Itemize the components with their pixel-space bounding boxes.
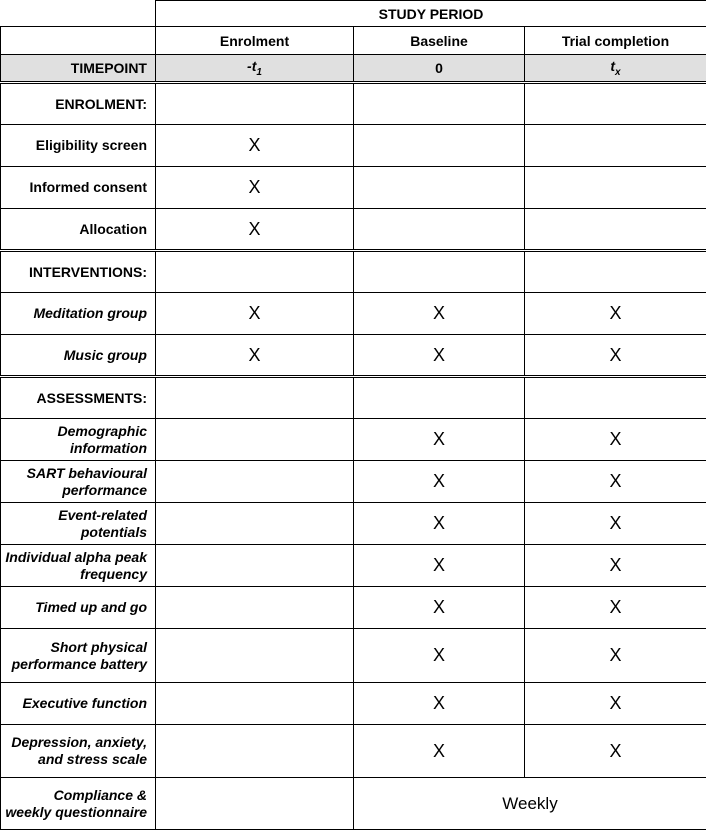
row-label: Event-related potentials: [1, 503, 156, 545]
table-row: [1, 167, 706, 209]
compliance-label: Compliance & weekly questionnaire: [1, 778, 156, 830]
row-label: Music group: [1, 335, 156, 377]
table-row: [1, 545, 706, 587]
table-row: [1, 683, 706, 725]
mark-cell: X: [525, 683, 706, 725]
cell: [354, 251, 525, 293]
cell: [354, 83, 525, 125]
cell: [525, 83, 706, 125]
section-title-assessments: ASSESSMENTS:: [1, 377, 156, 419]
col-header-trial-completion: Trial completion: [525, 27, 706, 55]
mark-cell: [354, 167, 525, 209]
mark-cell: [525, 125, 706, 167]
empty-label-cell: [1, 27, 156, 55]
row-label: Individual alpha peak frequency: [1, 545, 156, 587]
table-row: [1, 125, 706, 167]
table-row: [1, 419, 706, 461]
cell: [156, 251, 354, 293]
cell: [354, 377, 525, 419]
mark-cell: X: [525, 461, 706, 503]
mark-cell: X: [525, 293, 706, 335]
mark-cell: X: [525, 419, 706, 461]
row-label: SART behavioural performance: [1, 461, 156, 503]
row-label: Informed consent: [1, 167, 156, 209]
mark-cell: X: [354, 629, 525, 683]
mark-cell: [525, 167, 706, 209]
table-row: [1, 293, 706, 335]
timepoint-enrolment: [156, 55, 354, 83]
mark-cell: [354, 209, 525, 251]
timepoint-trial-sub: x: [615, 66, 621, 78]
timepoint-enrolment-sub: 1: [256, 66, 262, 78]
mark-cell: X: [156, 209, 354, 251]
section-title-enrolment: ENROLMENT:: [1, 83, 156, 125]
cell: [156, 778, 354, 830]
cell: [525, 251, 706, 293]
row-label: Allocation: [1, 209, 156, 251]
col-header-enrolment: Enrolment: [156, 27, 354, 55]
table-row: [1, 209, 706, 251]
mark-cell: [156, 587, 354, 629]
cell: [525, 377, 706, 419]
header-row-study-period: [1, 1, 706, 27]
timepoint-baseline: 0: [354, 55, 525, 83]
row-label: Short physical performance battery: [1, 629, 156, 683]
mark-cell: X: [525, 629, 706, 683]
mark-cell: X: [354, 419, 525, 461]
section-row-assessments: [1, 377, 706, 419]
timepoint-trial-main: t: [610, 58, 616, 75]
timepoint-row: [1, 55, 706, 83]
mark-cell: X: [354, 293, 525, 335]
mark-cell: [156, 683, 354, 725]
mark-cell: X: [354, 545, 525, 587]
cell: [156, 83, 354, 125]
compliance-row: [1, 778, 706, 830]
mark-cell: X: [156, 335, 354, 377]
compliance-weekly-value: Weekly: [354, 778, 706, 830]
mark-cell: X: [354, 335, 525, 377]
mark-cell: X: [354, 461, 525, 503]
empty-corner-cell: [1, 1, 156, 27]
mark-cell: X: [354, 503, 525, 545]
table-row: [1, 461, 706, 503]
mark-cell: X: [354, 683, 525, 725]
mark-cell: X: [525, 725, 706, 778]
mark-cell: [354, 125, 525, 167]
row-label: Depression, anxiety, and stress scale: [1, 725, 156, 778]
row-label: Timed up and go: [1, 587, 156, 629]
mark-cell: [156, 461, 354, 503]
section-row-interventions: [1, 251, 706, 293]
mark-cell: X: [354, 587, 525, 629]
mark-cell: X: [156, 167, 354, 209]
mark-cell: [156, 629, 354, 683]
mark-cell: X: [525, 503, 706, 545]
mark-cell: [156, 503, 354, 545]
section-title-interventions: INTERVENTIONS:: [1, 251, 156, 293]
mark-cell: [156, 545, 354, 587]
mark-cell: X: [354, 725, 525, 778]
table-row: [1, 587, 706, 629]
header-row-columns: [1, 27, 706, 55]
mark-cell: [156, 419, 354, 461]
mark-cell: X: [525, 545, 706, 587]
mark-cell: [525, 209, 706, 251]
mark-cell: X: [156, 293, 354, 335]
table-row: [1, 725, 706, 778]
row-label: Demographic information: [1, 419, 156, 461]
mark-cell: X: [525, 587, 706, 629]
table-row: [1, 335, 706, 377]
timepoint-enrolment-main: -t: [247, 58, 257, 75]
timepoint-label: TIMEPOINT: [1, 55, 156, 83]
mark-cell: [156, 725, 354, 778]
study-period-header: STUDY PERIOD: [156, 1, 706, 27]
cell: [156, 377, 354, 419]
row-label: Eligibility screen: [1, 125, 156, 167]
section-row-enrolment: [1, 83, 706, 125]
timepoint-trial-completion: [525, 55, 706, 83]
mark-cell: X: [525, 335, 706, 377]
row-label: Meditation group: [1, 293, 156, 335]
col-header-baseline: Baseline: [354, 27, 525, 55]
table-row: [1, 629, 706, 683]
row-label: Executive function: [1, 683, 156, 725]
table-row: [1, 503, 706, 545]
mark-cell: X: [156, 125, 354, 167]
